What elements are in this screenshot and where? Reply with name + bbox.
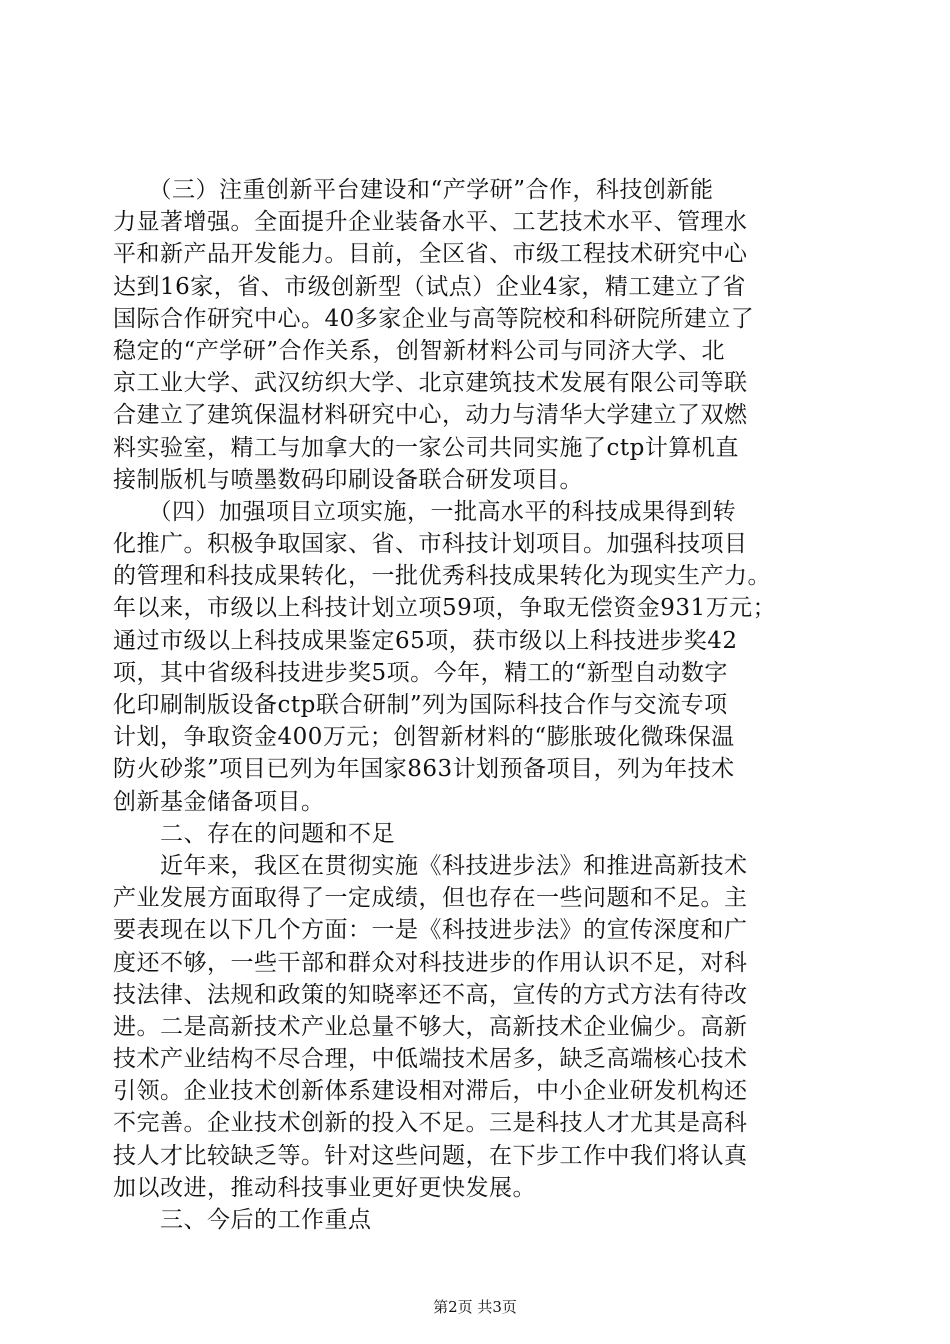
text-line: 近年来，我区在贯彻实施《科技进步法》和推进高新技术 <box>113 852 748 879</box>
text-line: 接制版机与喷墨数码印刷设备联合研发项目。 <box>113 466 583 493</box>
text-line: 计划，争取资金400万元；创智新材料的“膨胀玻化微珠保温 <box>113 724 735 751</box>
text-line: 合建立了建筑保温材料研究中心，动力与清华大学建立了双燃 <box>113 402 748 429</box>
text-line: 国际合作研究中心。40多家企业与高等院校和科研院所建立了 <box>113 305 755 332</box>
text-line: 京工业大学、武汉纺织大学、北京建筑技术发展有限公司等联 <box>113 370 748 397</box>
text-line: 技人才比较缺乏等。针对这些问题，在下步工作中我们将认真 <box>113 1142 748 1169</box>
text-line: 化印刷制版设备ctp联合研制”列为国际科技合作与交流专项 <box>113 692 728 718</box>
text-line: 加以改进，推动科技事业更好更快发展。 <box>113 1174 536 1201</box>
text-line: 进。二是高新技术产业总量不够大，高新技术企业偏少。高新 <box>113 1013 748 1040</box>
text-line: 通过市级以上科技成果鉴定65项，获市级以上科技进步奖42 <box>113 627 738 654</box>
text-line: 创新基金储备项目。 <box>113 788 325 815</box>
text-line: （三）注重创新平台建设和“产学研”合作，科技创新能 <box>113 177 714 203</box>
text-line: 度还不够，一些干部和群众对科技进步的作用认识不足，对科 <box>113 949 748 976</box>
text-line: 达到16家，省、市级创新型（试点）企业4家，精工建立了省 <box>113 273 746 300</box>
text-line: （四）加强项目立项实施，一批高水平的科技成果得到转 <box>113 498 736 525</box>
text-line: 料实验室，精工与加拿大的一家公司共同实施了ctp计算机直 <box>113 434 739 461</box>
text-line: 不完善。企业技术创新的投入不足。三是科技人才尤其是高科 <box>113 1110 748 1137</box>
text-line: 技法律、法规和政策的知晓率还不高，宣传的方式方法有待改 <box>113 981 748 1008</box>
body-text <box>113 174 848 1236</box>
section-heading: 三、今后的工作重点 <box>113 1207 372 1233</box>
text-line: 要表现在以下几个方面：一是《科技进步法》的宣传深度和广 <box>113 917 748 944</box>
text-line: 技术产业结构不尽合理，中低端技术居多，缺乏高端核心技术 <box>113 1046 748 1073</box>
text-line: 项，其中省级科技进步奖5项。今年，精工的“新型自动数字 <box>113 659 728 686</box>
text-line: 化推广。积极争取国家、省、市科技计划项目。加强科技项目 <box>113 531 748 558</box>
text-line: 的管理和科技成果转化，一批优秀科技成果转化为现实生产力。 <box>113 563 771 590</box>
page-number-footer: 第2页 共3页 <box>433 1298 517 1316</box>
text-line: 力显著增强。全面提升企业装备水平、工艺技术水平、管理水 <box>113 209 748 236</box>
text-line: 产业发展方面取得了一定成绩，但也存在一些问题和不足。主 <box>113 885 748 912</box>
text-line: 年以来，市级以上科技计划立项59项，争取无偿资金931万元； <box>113 595 777 622</box>
text-line: 防火砂浆”项目已列为年国家863计划预备项目，列为年技术 <box>113 756 735 783</box>
text-line: 平和新产品开发能力。目前，全区省、市级工程技术研究中心 <box>113 241 748 268</box>
text-line: 引领。企业技术创新体系建设相对滞后，中小企业研发机构还 <box>113 1078 748 1105</box>
section-heading: 二、存在的问题和不足 <box>113 820 395 847</box>
text-line: 稳定的“产学研”合作关系，创智新材料公司与同济大学、北 <box>113 337 726 364</box>
